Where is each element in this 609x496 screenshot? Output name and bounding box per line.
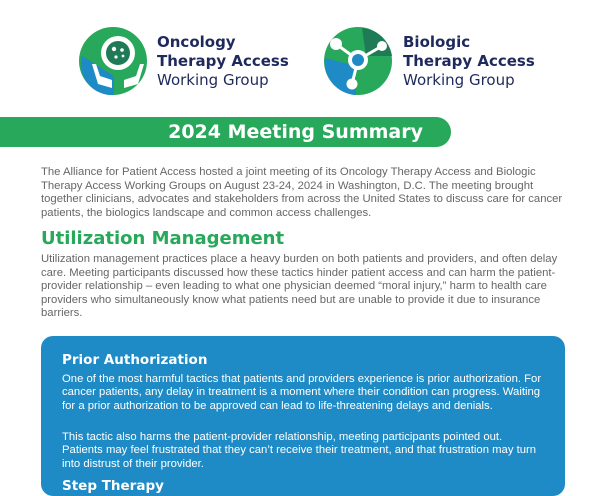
prior-authorization-callout xyxy=(41,336,565,496)
callout-paragraph-2: This tactic also harms the patient-provider relationship, meeting participants pointed out. Patients may feel frustrated that they can’t receive their treatment, and that frustration may turn into distrust of their provider. xyxy=(62,431,537,470)
oncology-logo xyxy=(78,26,289,96)
callout-heading-step-therapy: Step Therapy xyxy=(62,478,164,494)
molecule-icon xyxy=(322,26,394,96)
logo-line-1: Biologic xyxy=(403,32,471,51)
callout-heading-prior-authorization: Prior Authorization xyxy=(62,352,208,368)
biologic-logo-text xyxy=(403,33,535,90)
hands-holding-cell-icon xyxy=(78,26,148,96)
intro-paragraph: The Alliance for Patient Access hosted a joint meeting of its Oncology Therapy Access and Biologic Therapy Access Working Groups on August 23-24, 2024 in Washington, D.C. The meeting brought together clinicians, advocates and stakeholders from across the United States to discuss care for cancer patients, the biologics landscape and common access challenges. xyxy=(41,166,563,219)
summary-banner xyxy=(0,117,451,147)
logo-line-2: Therapy Access xyxy=(157,51,289,70)
oncology-logo-text xyxy=(157,33,289,90)
logo-line-2: Therapy Access xyxy=(403,51,535,70)
biologic-logo xyxy=(322,26,535,96)
page-title: 2024 Meeting Summary xyxy=(168,121,423,143)
callout-paragraph-1: One of the most harmful tactics that patients and providers experience is prior authorization. For cancer patients, any delay in treatment is a moment where their condition can progress. Waiting for a prior authorization to be approved can lead to life-threatening delays and denials. xyxy=(62,373,542,412)
section-heading-utilization: Utilization Management xyxy=(41,228,285,249)
utilization-paragraph: Utilization management practices place a heavy burden on both patients and providers, and often delay care. Meeting participants discussed how these tactics hinder patient access and can harm the patient-provider relationship – even leading to what one physician deemed “moral injury,” harm to health care providers who simultaneously know what patients need but are unable to provide it due to insurance barriers. xyxy=(41,253,558,319)
logo-line-3: Working Group xyxy=(157,70,269,89)
logo-line-3: Working Group xyxy=(403,70,515,89)
logo-line-1: Oncology xyxy=(157,32,236,51)
